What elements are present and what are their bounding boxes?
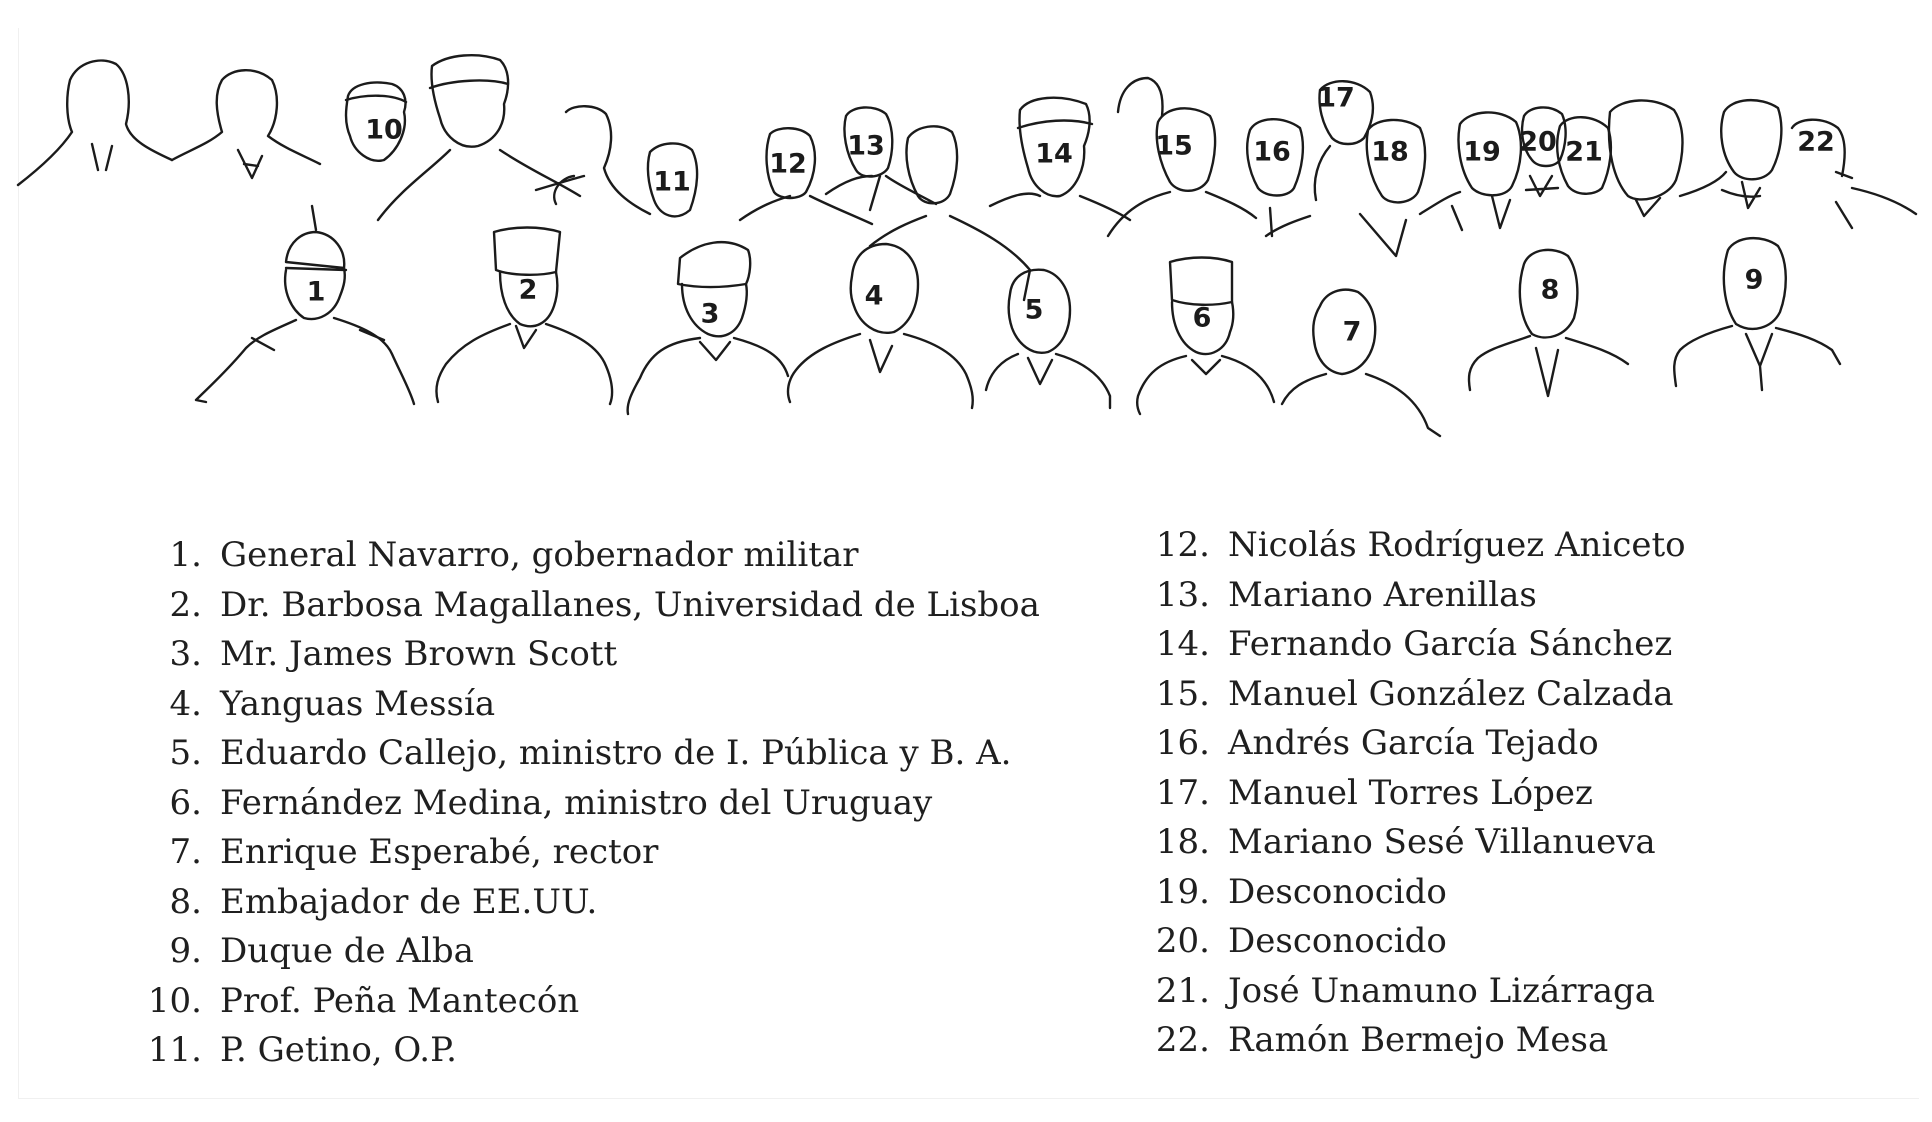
legend-entry <box>1128 1016 1868 1066</box>
legend-entry-name: Manuel González Calzada <box>1228 673 1674 714</box>
figure-number-3: 3 <box>700 298 720 330</box>
legend-entry-name: P. Getino, O.P. <box>220 1030 457 1070</box>
legend-entry <box>120 531 1020 581</box>
legend-entry-number: 22. <box>1155 1020 1210 1060</box>
legend-entry-number: 3. <box>169 634 202 674</box>
legend-entry-name: Ramón Bermejo Mesa <box>1228 1020 1609 1060</box>
figure-number-5: 5 <box>1024 294 1044 326</box>
legend-entry-number: 7. <box>169 832 202 872</box>
figure-number-16: 16 <box>1253 136 1291 168</box>
figure-number-2: 2 <box>518 274 538 306</box>
figure-number-12: 12 <box>769 148 807 180</box>
legend-entry-number: 13. <box>1155 574 1210 615</box>
legend-entry-name: Embajador de EE.UU. <box>220 881 598 922</box>
legend-entry <box>120 729 1020 779</box>
legend-entry-name: Fernando García Sánchez <box>1228 624 1673 664</box>
legend-entry-name: Duque de Alba <box>220 931 474 971</box>
legend-entry-name: Eduardo Callejo, ministro de I. Pública y B. A. <box>220 733 1012 773</box>
legend-entry-name: Prof. Peña Mantecón <box>220 980 580 1021</box>
legend-entry-number: 19. <box>1155 871 1210 912</box>
legend-entry-number: 6. <box>169 782 202 823</box>
legend-entry <box>120 977 1020 1027</box>
legend-entry <box>120 1026 1020 1076</box>
legend-entry-number: 8. <box>169 881 202 922</box>
legend-entry <box>1128 719 1868 769</box>
legend-entry-name: José Unamuno Lizárraga <box>1228 970 1656 1011</box>
legend-entry-name: Nicolás Rodríguez Aniceto <box>1228 525 1686 565</box>
figure-number-1: 1 <box>306 276 326 308</box>
legend-entry-name: Mariano Sesé Villanueva <box>1228 822 1656 862</box>
figure-number-7: 7 <box>1342 316 1362 348</box>
legend-right-column <box>1128 521 1868 1066</box>
legend-entry <box>120 779 1020 829</box>
legend-entry <box>120 581 1040 631</box>
legend-entry-number: 12. <box>1155 525 1210 565</box>
legend-entry-number: 20. <box>1155 921 1210 961</box>
figure-number-19: 19 <box>1463 136 1501 168</box>
legend-entry-name: Mariano Arenillas <box>1228 574 1537 615</box>
legend-entry <box>1128 818 1868 868</box>
legend-entry-number: 14. <box>1155 624 1210 664</box>
legend-entry <box>120 828 1020 878</box>
front-row-outlines <box>196 206 1840 436</box>
legend-entry-name: Fernández Medina, ministro del Uruguay <box>220 782 933 823</box>
legend-entry-name: Mr. James Brown Scott <box>220 634 618 674</box>
figure-number-17: 17 <box>1317 82 1355 114</box>
legend-entry-name: Desconocido <box>1228 921 1447 961</box>
legend-entry-number: 10. <box>147 980 202 1021</box>
legend-left-column <box>120 531 1040 1076</box>
legend-entry-name: Dr. Barbosa Magallanes, Universidad de Lisboa <box>220 584 1040 625</box>
figure-number-10: 10 <box>365 114 403 146</box>
legend-entry <box>1128 670 1868 720</box>
legend-entry-name: Andrés García Tejado <box>1228 723 1599 763</box>
legend-entry <box>1128 521 1868 571</box>
legend-entry-number: 2. <box>169 584 202 625</box>
legend-entry-name: Enrique Esperabé, rector <box>220 832 659 872</box>
legend-entry <box>1128 967 1868 1017</box>
figure-number-13: 13 <box>847 130 885 162</box>
legend-entry-number: 17. <box>1155 772 1210 813</box>
group-portrait-key-drawing <box>0 0 1932 460</box>
legend-entry <box>1128 868 1868 918</box>
legend-entry-number: 11. <box>147 1030 202 1070</box>
figure-number-4: 4 <box>864 280 884 312</box>
legend-entry-name: Yanguas Messía <box>220 683 496 724</box>
figure-number-8: 8 <box>1540 274 1560 306</box>
legend-entry <box>1128 769 1868 819</box>
legend-entry-number: 15. <box>1155 673 1210 714</box>
legend-entry <box>1128 571 1868 621</box>
figure-number-11: 11 <box>653 166 691 198</box>
legend-entry <box>120 927 1020 977</box>
figure-number-14: 14 <box>1035 138 1073 170</box>
figure-number-6: 6 <box>1192 302 1212 334</box>
legend-entry-number: 18. <box>1155 822 1210 862</box>
legend-entry-number: 16. <box>1155 723 1210 763</box>
figure-number-20: 20 <box>1519 126 1557 158</box>
legend-entry <box>120 680 1020 730</box>
figure-number-18: 18 <box>1371 136 1409 168</box>
legend-entry <box>1128 917 1868 967</box>
legend-entry-number: 21. <box>1155 970 1210 1011</box>
legend-entry-number: 5. <box>169 733 202 773</box>
legend-entry-number: 1. <box>169 535 202 575</box>
legend-entry-number: 4. <box>169 683 202 724</box>
legend-entry <box>120 630 1020 680</box>
figure-number-9: 9 <box>1744 264 1764 296</box>
legend-entry-name: Desconocido <box>1228 871 1447 912</box>
legend-entry-number: 9. <box>169 931 202 971</box>
figure-number-15: 15 <box>1155 130 1193 162</box>
legend-entry-name: Manuel Torres López <box>1228 772 1593 813</box>
legend-entry <box>1128 620 1868 670</box>
legend-entry-name: General Navarro, gobernador militar <box>220 535 859 575</box>
legend-entry <box>120 878 1020 928</box>
figure-number-22: 22 <box>1797 126 1835 158</box>
figure-number-21: 21 <box>1565 136 1603 168</box>
